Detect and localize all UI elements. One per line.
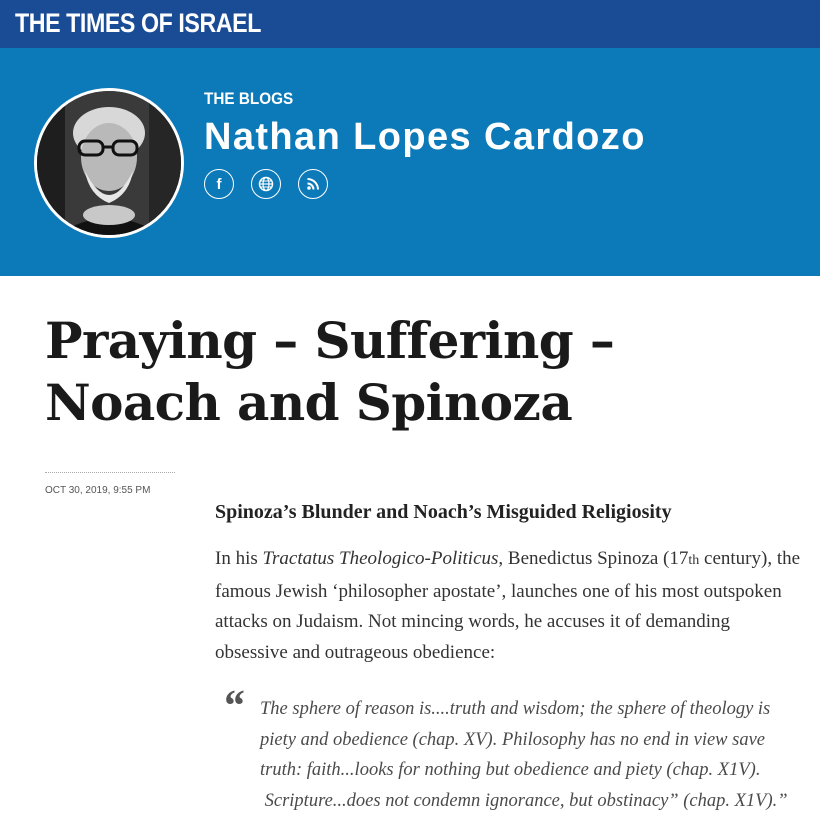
para-text: , Benedictus Spinoza (17 <box>498 548 689 569</box>
divider <box>45 472 175 473</box>
blockquote <box>260 694 805 816</box>
quote-line: truth: faith...looks for nothing but obedience and piety (chap. X1V). <box>260 760 761 780</box>
author-photo <box>37 91 181 235</box>
blogs-section-label[interactable]: THE BLOGS <box>204 89 294 108</box>
facebook-button[interactable] <box>204 169 234 199</box>
ordinal-suffix: th <box>688 553 700 568</box>
site-logo[interactable]: THE TIMES OF ISRAEL <box>15 8 261 38</box>
globe-icon <box>258 176 274 192</box>
quote-line: Scripture...does not condemn ignorance, but obstinacy” (chap. X1V).” <box>260 790 788 811</box>
author-name[interactable]: Nathan Lopes Cardozo <box>204 116 646 158</box>
quote-line: The sphere of reason is....truth and wisdom; the sphere of theology is <box>260 699 771 719</box>
para-text: In his <box>215 548 263 569</box>
article-title: Praying – Suffering – Noach and Spinoza <box>45 311 615 432</box>
site-header <box>0 0 820 48</box>
book-title: Tractatus Theologico-Politicus <box>262 548 499 569</box>
article-subheading: Spinoza’s Blunder and Noach’s Misguided Religiosity <box>215 501 672 523</box>
author-avatar[interactable] <box>34 88 184 238</box>
quote-line: piety and obedience (chap. XV). Philosophy has no end in view save <box>260 729 766 750</box>
rss-icon <box>306 177 320 191</box>
facebook-icon: f <box>216 175 222 193</box>
article-paragraph <box>215 544 805 668</box>
post-date: OCT 30, 2019, 9:55 PM <box>45 485 151 496</box>
quote-mark-icon: “ <box>222 681 244 730</box>
website-button[interactable] <box>251 169 281 199</box>
para-text: century), the famous Jewish ‘philosopher apostate’, launches one of his most outspoken attacks on Judaism. Not mincing words, he accuses it of demanding obsessive and outrageous obedience: <box>215 548 801 663</box>
rss-button[interactable] <box>298 169 328 199</box>
